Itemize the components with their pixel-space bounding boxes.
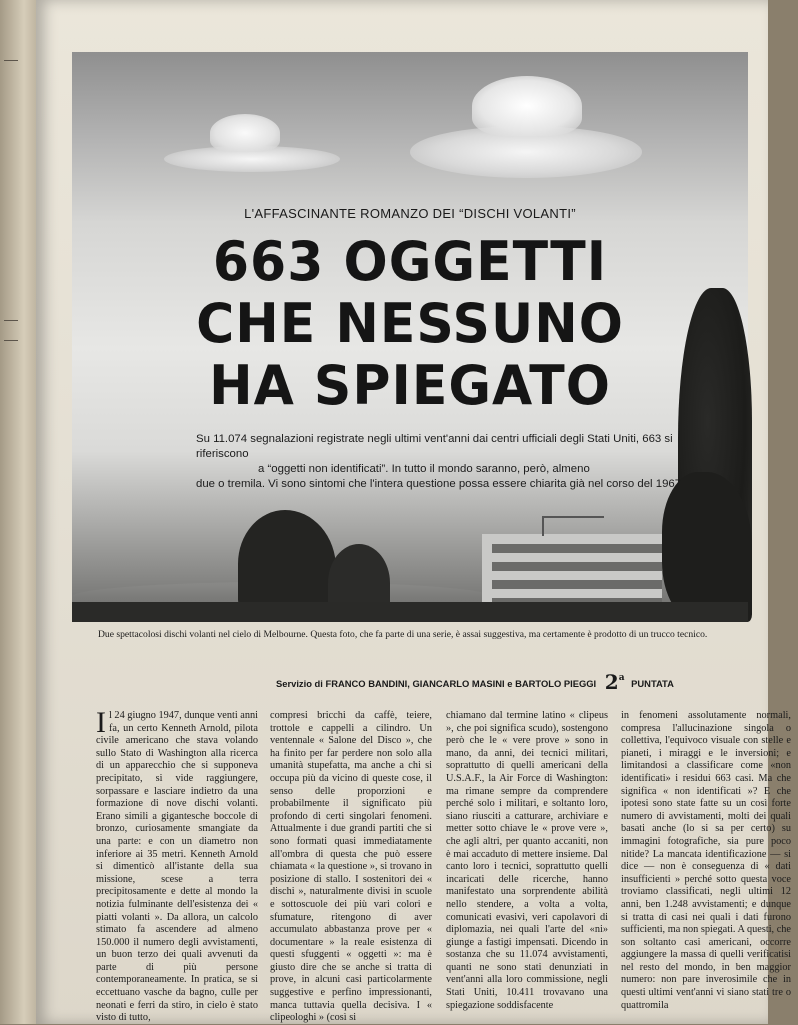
flying-saucer-left-dome [210,114,280,152]
tree-right-base [662,472,752,622]
body-column-2 [270,710,432,1025]
flying-saucer-right-dome [472,76,582,136]
photo-caption: Due spettacolosi dischi volanti nel cielo di Melbourne. Questa foto, che fa parte di una serie, è assai suggestiva, ma certamente è prodotto di un trucco tecnico. [98,629,708,640]
deck-line-1: Su 11.074 segnalazioni registrate negli ultimi vent'anni dai centri ufficiali degli Stati Uniti, 663 si riferiscono [196,433,673,460]
column-2-text: compresi bricchi da caffè, teiere, trottole e cappelli a cilindro. Un ventennale « Salone del Disco », che ha finito per far perdere non solo alla umanità stupefatta, ma anche a chi si occupa più da vicino di queste cose, il senso delle proporzioni e probabilmente il significato più profondo di certi singolari fenomeni. Attualmente i due grandi partiti che si sono formati quasi immediatamente all'ombra di questa che può essere chiamata « la questione », si trovano in posizione di stallo. I sostenitori dei « dischi », naturalmente divisi in scuole e sottoscuole dei più vari colori e sfumature, ritengono di aver accumulato abbastanza prove per « documentare » la reale esistenza di questi sfuggenti « oggetti »: ma è giusto dire che se anche si tratta di prove, in alcuni casi particolarmente suggestive e perfino impressionanti, manca tuttavia quella decisiva. I « clipeologhi » (così si [270,710,432,1024]
deck-line-2: a “oggetti non identificati”. In tutto il mondo saranno, però, almeno [258,463,590,475]
part-label: PUNTATA [631,678,674,689]
ground-silhouette [72,602,748,622]
deck-line-3: due o tremila. Vi sono sintomi che l'intera questione possa essere chiarita già nel corso del 1967 [196,478,682,490]
headline-line-3: HA SPIEGATO [209,354,611,418]
drop-cap: I [96,706,106,739]
article-deck [196,432,716,492]
headline-line-1: 663 OGGETTI [212,230,608,294]
previous-page-edge [0,0,40,1024]
part-superscript: a [618,673,625,683]
part-number: 2$^a$ [604,670,625,694]
column-3-text: chiamano dal termine latino « clipeus », che poi significa scudo), sostengono però che le « vere prove » sono in mano, da anni, dei tecnici militari, soprattutto di quelli americani della U.S.A.F., la Air Force di Washington: ma rimane sempre da comprendere perché solo i militari, e soltanto loro, siano riusciti a catturare, archiviare e metter sotto chiave le « prove vere », che agli altri, per quanto accaniti, non è mai accaduto di mettere insieme. Dal canto loro i tecnici, soprattutto quelli incaricati delle ricerche, hanno manifestato una sorprendente abilità nello stendere, a volta a volta, comunicati evasivi, veri capolavori di diplomazia, nei quali l'arte del «ni» giunge a fastigi impensati. Dicendo in sostanza che su 11.074 avvistamenti, quanti ne sono stati denunziati in vent'anni alla loro commissione, negli Stati Uniti, 10.411 trovavano una spiegazione soddisfacente [446,710,608,1011]
byline-authors: Servizio di FRANCO BANDINI, GIANCARLO MASINI e BARTOLO PIEGGI [276,678,597,689]
column-4-text: in fenomeni assolutamente normali, compresa l'allucinazione singola o collettiva, l'equivoco visuale con stelle e pianeti, i miraggi e le inversioni; e limitandosi a classificare come «non identificati» i residui 663 casi. Ma che significa « non identificati »? E che ipotesi sono state fatte su un così forte numero di avvistamenti, molti dei quali basati anche (lo si sa per certo) su immagini fotografiche, sia pure poco nitide? La mancata identificazione — si dice — non è conseguenza di « dati insufficienti » perché sotto questa voce troviamo classificati, negli ultimi 12 anni, ben 1.248 avvistamenti; e dunque si tratta di casi nei quali i dati furono sufficienti, ma non spiegati. A questi, che son soltanto casi americani, occorre aggiungere la massa di quelli verificatisi nel resto del mondo, in ben maggior numero: non pare inverosimile che in questi ultimi vent'anni vi siano stati tre o quattromila [621,710,791,1011]
magazine-page [36,0,791,1024]
body-column-4 [621,710,791,1012]
body-column-1 [96,706,259,1025]
article-headline [72,232,748,418]
article-kicker: L'AFFASCINANTE ROMANZO DEI “DISCHI VOLANTI” [244,206,576,221]
headline-line-2: CHE NESSUNO [196,292,624,356]
byline [276,670,674,694]
body-column-3 [446,710,608,1012]
column-1-text: l 24 giugno 1947, dunque venti anni fa, un certo Kenneth Arnold, pilota civile americano che stava volando sullo Stato di Washington alla ricerca di un apparecchio che si supponeva precipitato, si vide raggiungere, sorpassare e lasciare indietro da una formazione di nove dischi volanti. Erano simili a gigantesche boccole di bronzo, curiosamente smangiate da una parte: e con un diametro non inferiore ai 35 metri. Kenneth Arnold si dimenticò all'istante della sua missione, scese a terra precipitosamente e dette al mondo la notizia fulminante dell'esistenza dei « piatti volanti ». Da allora, un calcolo stimato fa ascendere ad almeno 150.000 il numero degli avvistamenti, un buon terzo dei quali avvenuti da parte di più persone contemporaneamente. In pratica, se si eccettuano vasche da bagno, culle per neonati e ferri da stiro, in cielo è stato visto di tutto, [96,710,259,1024]
